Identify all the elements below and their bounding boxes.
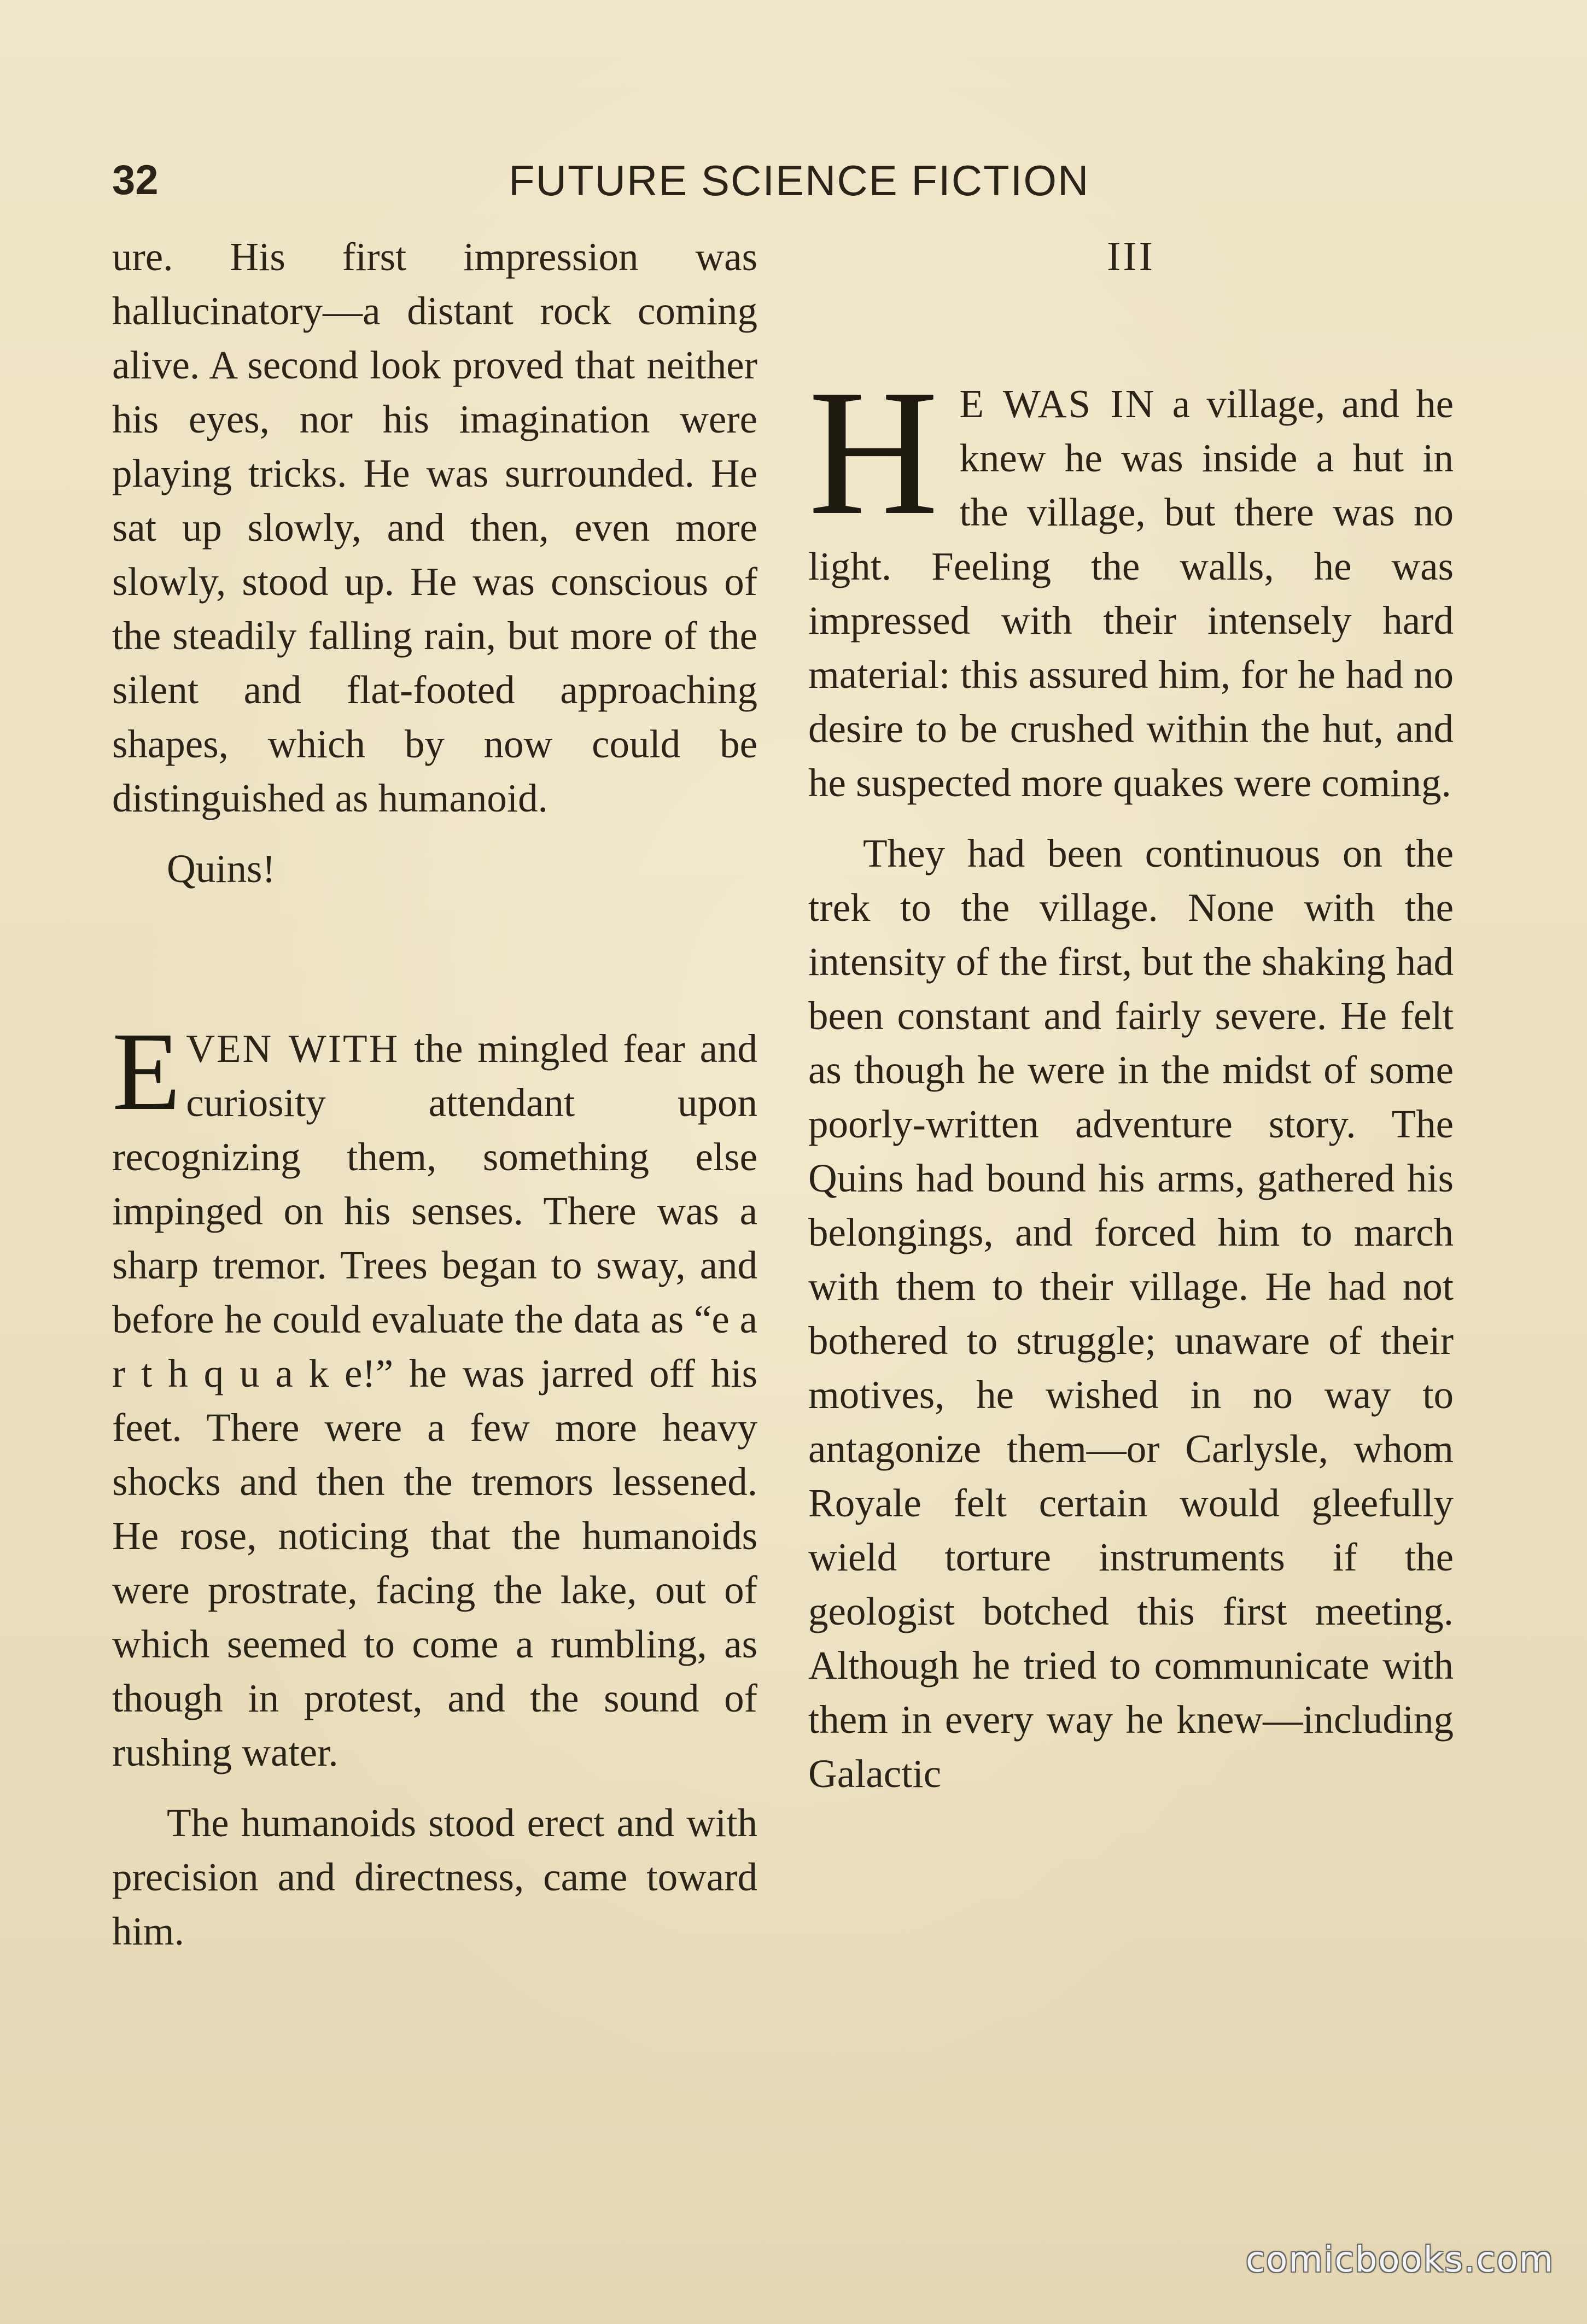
page-header (112, 148, 1463, 213)
left-column (112, 230, 757, 1958)
drop-cap-letter: E (112, 1009, 181, 1134)
paragraph-continued: ure. His first impression was hallucinatory—a distant rock coming alive. A second look proved that neither his eyes, nor his imagination were playing tricks. He was surrounded. He sat up slowly, and then, even more slowly, stood up. He was conscious of the steadily falling rain, but more of the silent and flat-footed approaching shapes, which by now could be distinguished as humanoid. (112, 235, 757, 820)
running-title: FUTURE SCIENCE FICTION (509, 156, 1090, 205)
paragraph-body: a village, and he knew he was inside a hut in the village, but there was no light. Feeling the walls, he was impressed with their intensely hard material: this assured him, for he had no desire to be crushed within the hut, and he suspected more quakes were coming. (808, 382, 1454, 805)
page-number: 32 (112, 157, 159, 203)
drop-cap-letter: H (808, 353, 939, 552)
section-break-space (112, 896, 757, 1021)
paragraph-dropcap-he (808, 353, 1454, 810)
paragraph-humanoids: The humanoids stood erect and with precision and directness, came toward him. (112, 1801, 757, 1953)
chapter-numeral: III (1107, 233, 1155, 279)
lead-in-caps: VEN WITH (186, 1026, 400, 1071)
lead-in-caps: E WAS IN (959, 382, 1156, 426)
paragraph-dropcap-even (112, 1009, 757, 1779)
paragraph-trek: They had been continuous on the trek to the village. None with the intensity of the first, but the shaking had been constant and fairly severe. He felt as though he were in the midst of some poorly-written adventure story. The Quins had bound his arms, gathered his belongings, and forced him to march with them to their village. He had not bothered to struggle; unaware of their motives, he wished in no way to antagonize them—or Carlysle, whom Royale felt certain would gleefully wield torture instruments if the geologist botched this first meeting. Although he tried to communicate with them in every way he knew—including Galactic (808, 831, 1454, 1796)
paragraph-body: the mingled fear and curiosity attendant upon recognizing them, something else impinged on his senses. There was a sharp tremor. Trees began to sway, and before he could evaluate the data as “e a r t h q u a k e!” he was jarred off his feet. There were a few more heavy shocks and then the tremors lessened. He rose, noticing that the humanoids were prostrate, facing the lake, out of which seemed to come a rumbling, as though in protest, and the sound of rushing water. (112, 1026, 757, 1774)
paragraph-exclamation: Quins! (167, 846, 276, 891)
site-watermark: comicbooks.com (1245, 2240, 1554, 2280)
right-column (808, 230, 1454, 1801)
